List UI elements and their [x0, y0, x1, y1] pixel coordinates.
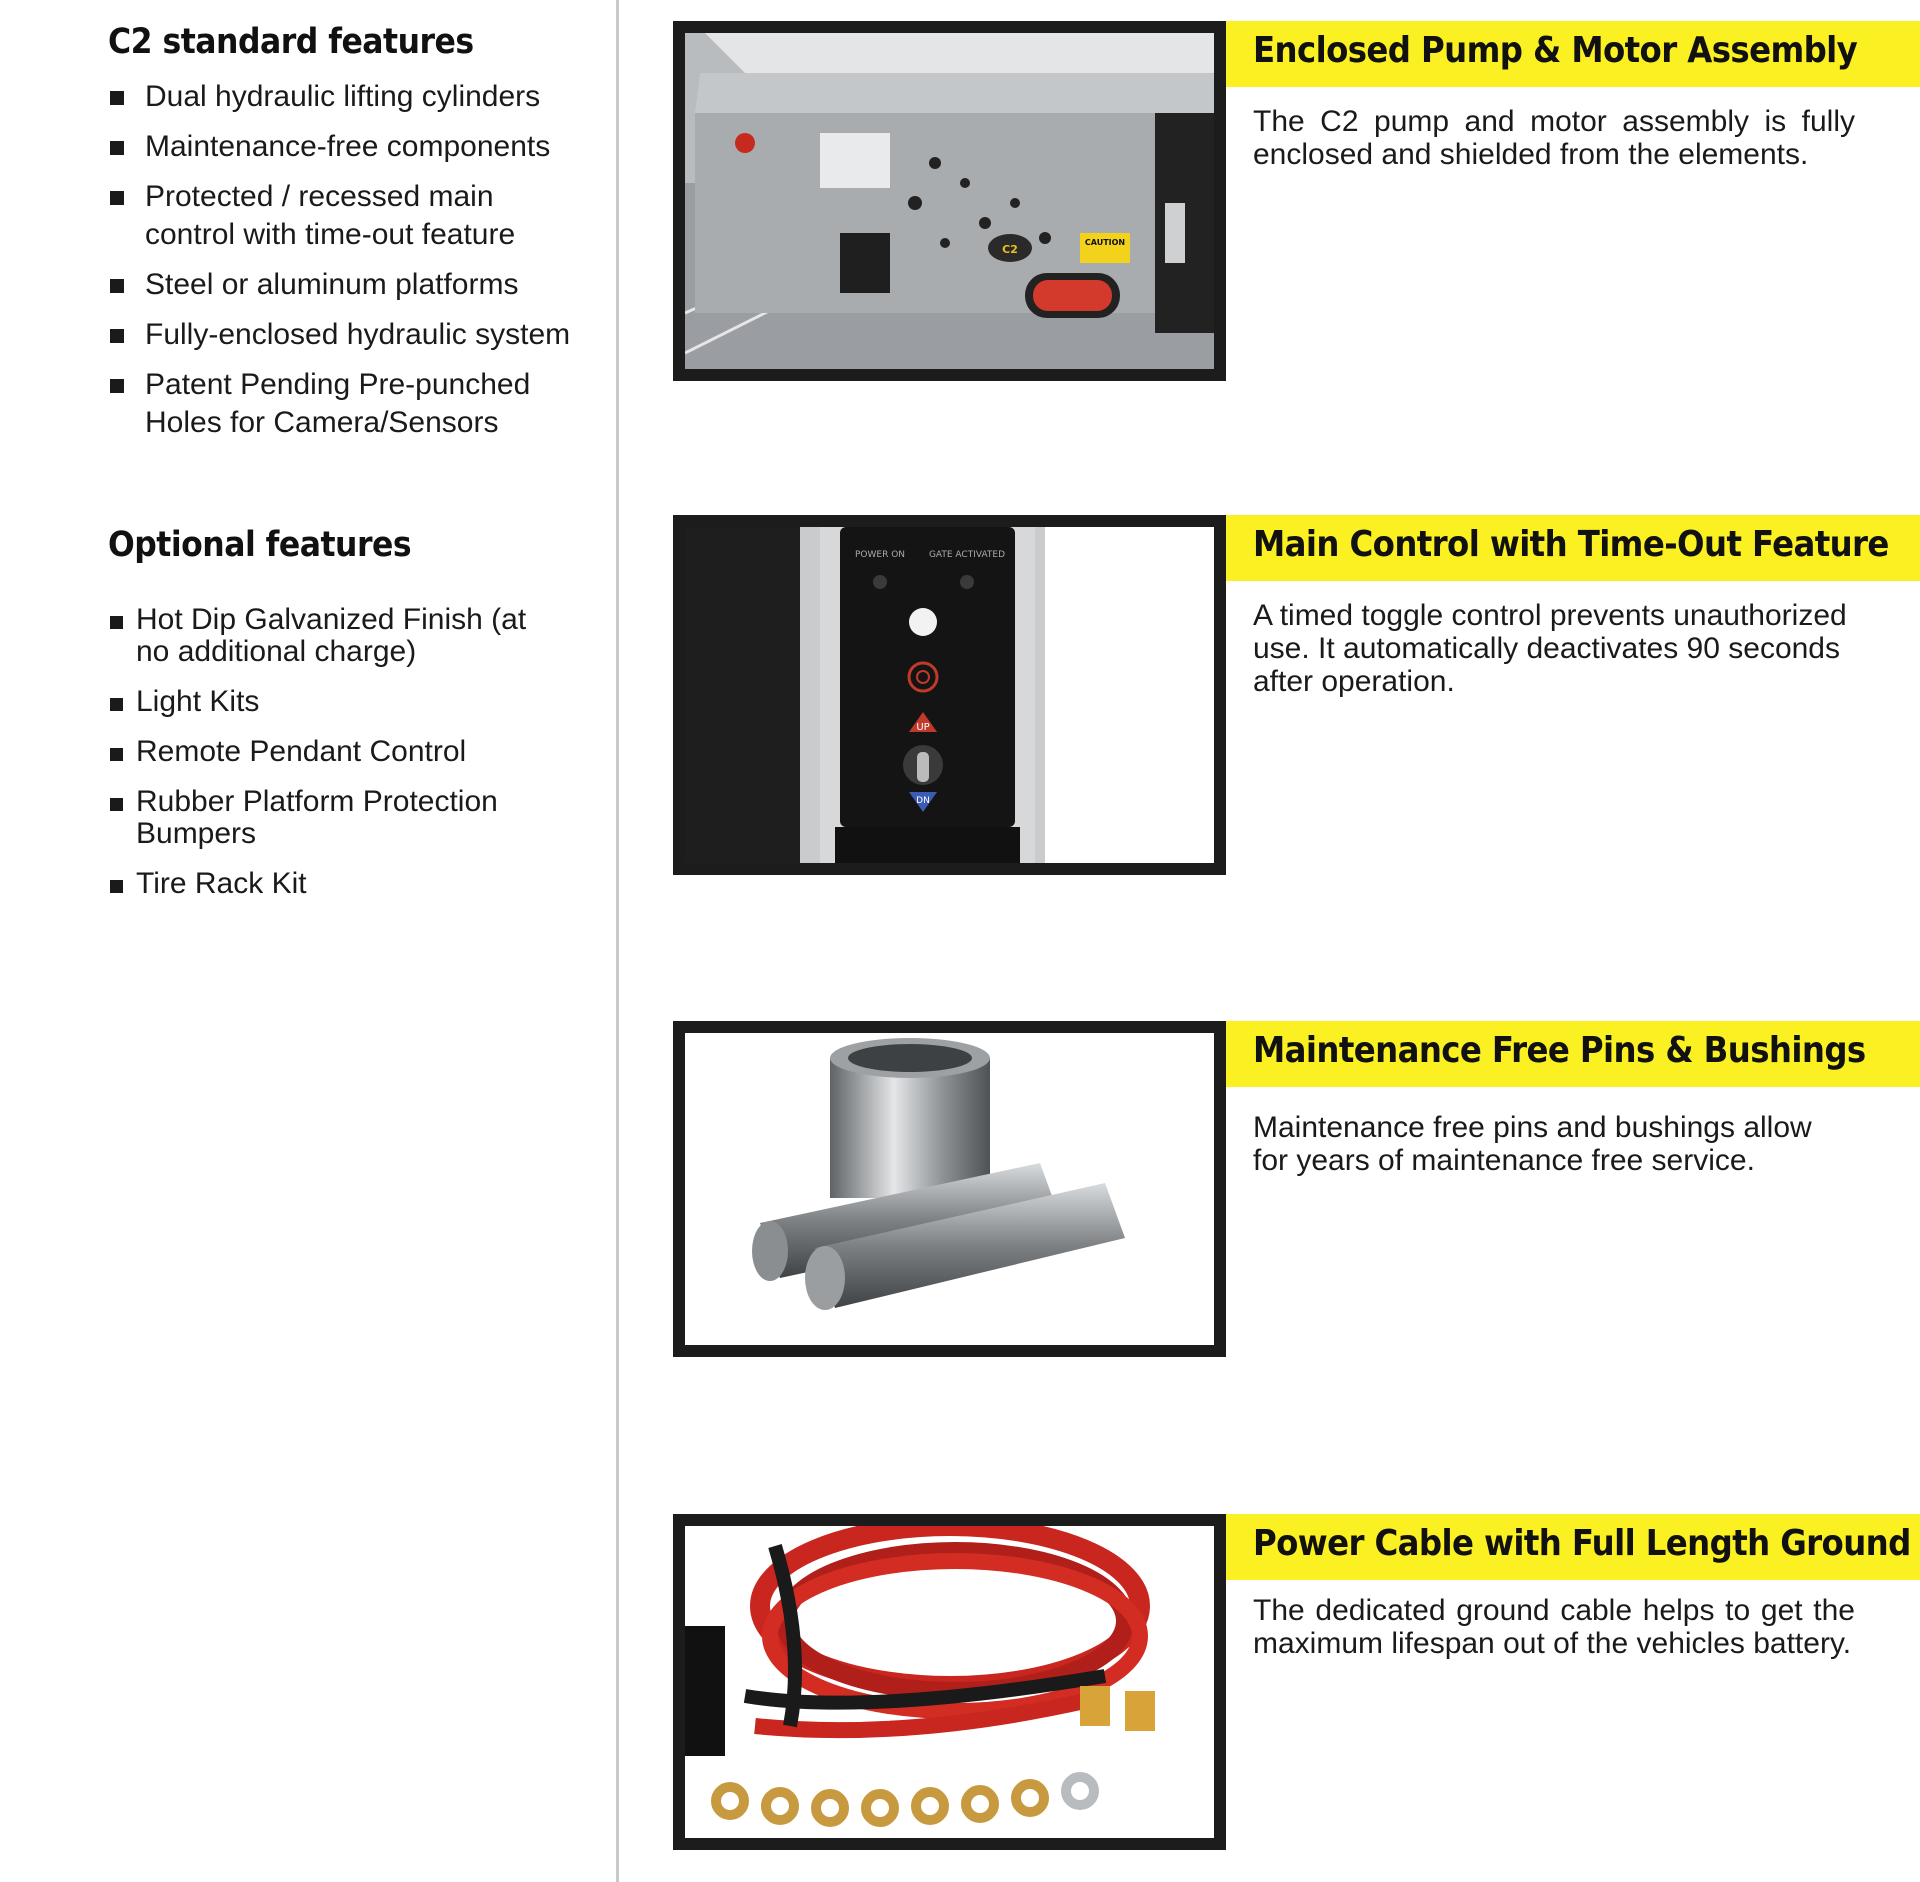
- caution-label: CAUTION: [1084, 238, 1126, 247]
- up-label: UP: [916, 722, 930, 733]
- square-bullet-icon: [110, 880, 123, 893]
- list-item: [108, 178, 525, 254]
- feature-description: The C2 pump and motor assembly is fully enclosed and shielded from the elements.: [1253, 105, 1855, 171]
- feature-main-control: [673, 515, 1920, 875]
- power-cable-photo: [673, 1514, 1226, 1850]
- square-bullet-icon: [110, 329, 124, 343]
- list-item-text: Tire Rack Kit: [136, 867, 307, 900]
- list-item: [108, 366, 575, 442]
- list-item-text: Patent Pending Pre-punched Holes for Camera/Sensors: [145, 368, 531, 439]
- list-item: [108, 736, 568, 768]
- square-bullet-icon: [110, 141, 124, 155]
- list-item-text: Rubber Platform Protection Bumpers: [136, 785, 498, 850]
- list-item-text: Hot Dip Galvanized Finish (at no additional charge): [136, 603, 527, 668]
- column-divider: [616, 0, 619, 1882]
- main-control-photo: [673, 515, 1226, 875]
- c2-badge: C2: [1002, 243, 1018, 256]
- feature-title: Enclosed Pump & Motor Assembly: [1253, 30, 1858, 71]
- pins-bushings-photo: [673, 1021, 1226, 1357]
- list-item: [108, 316, 608, 354]
- standard-features-title: C2 standard features: [108, 22, 474, 62]
- list-item-text: Dual hydraulic lifting cylinders: [145, 80, 541, 113]
- list-item: [108, 266, 608, 304]
- list-item-text: Fully-enclosed hydraulic system: [145, 318, 571, 351]
- list-item: [108, 868, 568, 900]
- list-item-text: Protected / recessed main control with time-out feature: [145, 180, 516, 251]
- square-bullet-icon: [110, 279, 124, 293]
- list-item-text: Light Kits: [136, 685, 260, 718]
- pump-motor-photo: [673, 21, 1226, 381]
- square-bullet-icon: [110, 748, 123, 761]
- feature-description: A timed toggle control prevents unauthorized use. It automatically deactivates 90 seconds after operation.: [1253, 599, 1847, 698]
- power-on-label: POWER ON: [854, 550, 906, 560]
- feature-title: Power Cable with Full Length Ground: [1253, 1523, 1911, 1564]
- list-item-text: Remote Pendant Control: [136, 735, 467, 768]
- list-item: [108, 604, 536, 668]
- standard-features-list: [108, 78, 608, 454]
- feature-description: Maintenance free pins and bushings allow for years of maintenance free service.: [1253, 1111, 1812, 1177]
- list-item: [108, 686, 568, 718]
- feature-title: Maintenance Free Pins & Bushings: [1253, 1030, 1866, 1071]
- optional-features-title: Optional features: [108, 525, 412, 565]
- square-bullet-icon: [110, 616, 123, 629]
- feature-power-cable: [673, 1514, 1920, 1850]
- list-item: [108, 786, 556, 850]
- optional-features-list: [108, 604, 568, 918]
- square-bullet-icon: [110, 379, 124, 393]
- square-bullet-icon: [110, 191, 124, 205]
- feature-pins-bushings: [673, 1021, 1920, 1357]
- square-bullet-icon: [110, 698, 123, 711]
- feature-description: The dedicated ground cable helps to get the maximum lifespan out of the vehicles battery.: [1253, 1594, 1855, 1660]
- list-item: [108, 78, 608, 116]
- square-bullet-icon: [110, 798, 123, 811]
- list-item-text: Steel or aluminum platforms: [145, 268, 519, 301]
- square-bullet-icon: [110, 91, 124, 105]
- feature-title: Main Control with Time-Out Feature: [1253, 524, 1889, 565]
- feature-pump-motor: [673, 21, 1920, 381]
- gate-activated-label: GATE ACTIVATED: [928, 550, 1006, 560]
- list-item-text: Maintenance-free components: [145, 130, 551, 163]
- dn-label: DN: [916, 796, 930, 806]
- list-item: [108, 128, 608, 166]
